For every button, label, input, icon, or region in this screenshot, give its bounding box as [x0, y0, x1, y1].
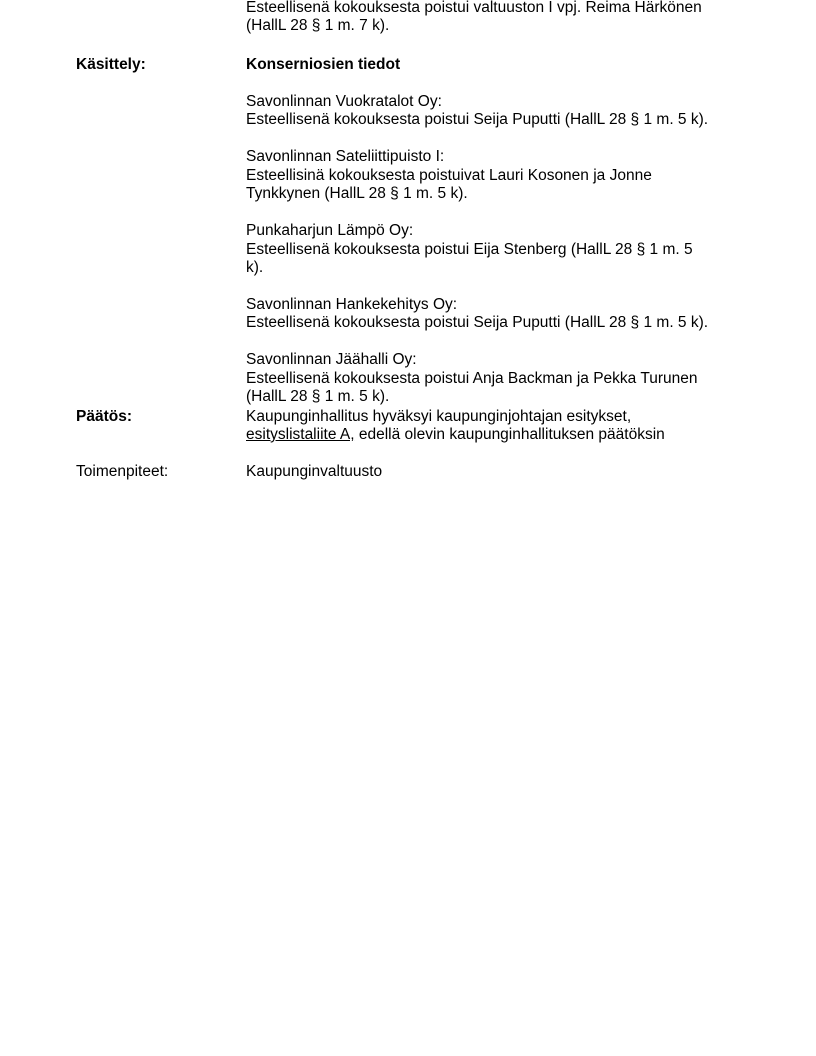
- toimenpiteet-value: Kaupunginvaltuusto: [246, 463, 383, 480]
- intro-line-1: Esteellisenä kokouksesta poistui valtuuston I vpj. Reima Härkönen: [246, 0, 702, 16]
- toimenpiteet-label: Toimenpiteet:: [76, 463, 169, 480]
- paatos-line-2-rest: edellä olevin kaupunginhallituksen päätöksin: [354, 426, 665, 443]
- entry-text: Esteellisenä kokouksesta poistui Eija Stenberg (HallL 28 § 1 m. 5: [246, 241, 693, 258]
- attachment-link[interactable]: esityslistaliite A,: [246, 426, 355, 443]
- entry-company: Savonlinnan Vuokratalot Oy:: [246, 93, 442, 110]
- entry-company: Savonlinnan Sateliittipuisto I:: [246, 148, 445, 165]
- kasittely-label: Käsittely:: [76, 56, 146, 73]
- paatos-line-1: Kaupunginhallitus hyväksyi kaupunginjohtajan esitykset,: [246, 408, 632, 425]
- intro-line-2: (HallL 28 § 1 m. 7 k).: [246, 17, 390, 34]
- entry-text: Esteellisinä kokouksesta poistuivat Lauri Kosonen ja Jonne: [246, 167, 652, 184]
- entry-text: Esteellisenä kokouksesta poistui Seija Puputti (HallL 28 § 1 m. 5 k).: [246, 111, 709, 128]
- entry-text: Esteellisenä kokouksesta poistui Anja Backman ja Pekka Turunen: [246, 370, 698, 387]
- kasittely-heading: Konserniosien tiedot: [246, 56, 401, 73]
- entry-text: (HallL 28 § 1 m. 5 k).: [246, 388, 390, 405]
- entry-company: Savonlinnan Hankekehitys Oy:: [246, 296, 458, 313]
- paatos-line-2: [246, 426, 665, 445]
- entry-text: Tynkkynen (HallL 28 § 1 m. 5 k).: [246, 185, 468, 202]
- entry-company: Savonlinnan Jäähalli Oy:: [246, 351, 417, 368]
- entry-text: Esteellisenä kokouksesta poistui Seija Puputti (HallL 28 § 1 m. 5 k).: [246, 314, 709, 331]
- paatos-label: Päätös:: [76, 408, 132, 425]
- entry-text: k).: [246, 259, 264, 276]
- entry-company: Punkaharjun Lämpö Oy:: [246, 222, 414, 239]
